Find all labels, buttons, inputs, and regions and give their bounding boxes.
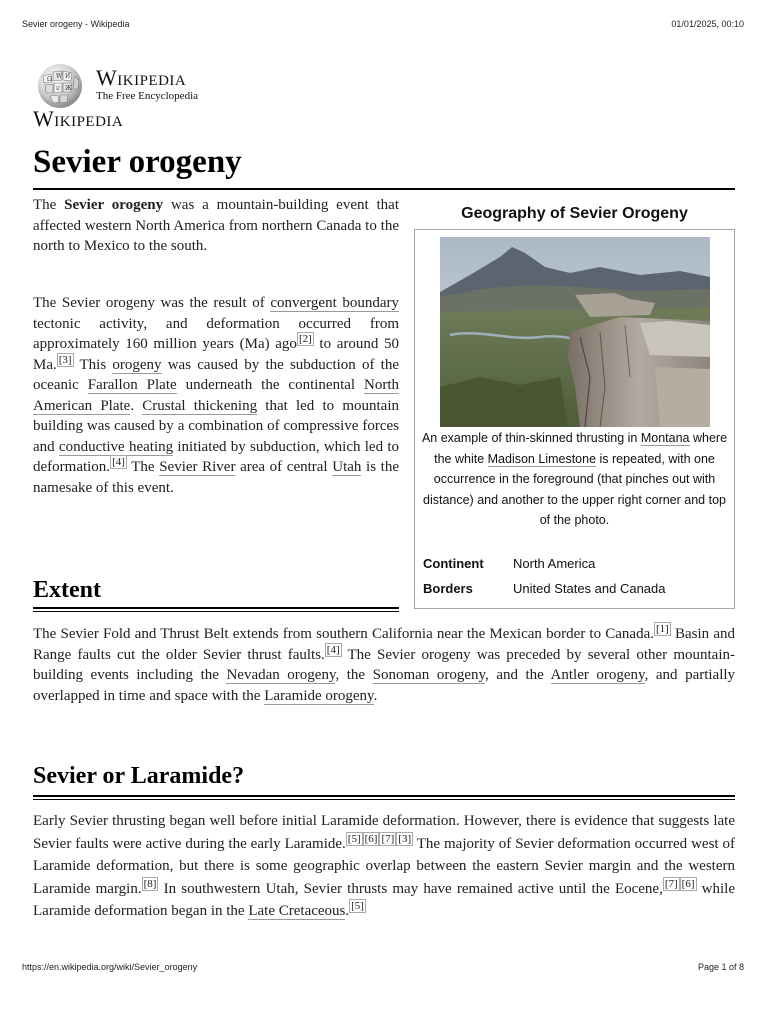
citation-6[interactable]: [6] <box>364 832 378 845</box>
extent-paragraph: The Sevier Fold and Thrust Belt extends from southern California near the Mexican border to Canada. [1] Basin and Range faults cut the older Sevier thrust faults. [4] The Sevier orogeny was preceded by several other mountain-building events including the Nevadan orogeny, the Sonoman orogeny, and the Antler orogeny, and partially overlapped in time and space with the Laramide orogeny. <box>33 623 736 704</box>
lead-paragraph-1: The Sevier orogeny was a mountain-building event that affected western North America from northern Canada to the north to Mexico to the south. <box>33 197 399 254</box>
print-footer-page: Page 1 of 8 <box>697 962 744 972</box>
link-antler-orogeny[interactable]: Antler orogeny <box>550 667 645 683</box>
citation-8[interactable]: [8] <box>143 877 157 890</box>
infobox-value: United States and Canada <box>513 581 666 596</box>
link-orogeny[interactable]: orogeny <box>112 356 162 373</box>
link-farallon-plate[interactable]: Farallon Plate <box>87 377 177 393</box>
link-madison-limestone[interactable]: Madison Limestone <box>487 451 597 466</box>
infobox <box>414 229 735 609</box>
svg-text:И: И <box>65 73 71 80</box>
svg-text:W: W <box>56 73 63 80</box>
print-footer-url: https://en.wikipedia.org/wiki/Sevier_orogeny <box>22 962 198 972</box>
wikipedia-globe-icon <box>33 62 87 110</box>
citation-2[interactable]: [2] <box>298 333 312 345</box>
infobox-title: Geography of Sevier Orogeny <box>461 205 688 222</box>
svg-text:Ω: Ω <box>47 76 52 83</box>
infobox-label: Borders <box>423 581 473 596</box>
section-divider <box>33 607 399 609</box>
link-utah[interactable]: Utah <box>332 459 362 475</box>
infobox-row-continent <box>423 556 728 576</box>
link-late-cretaceous[interactable]: Late Cretaceous <box>248 903 346 919</box>
citation-1[interactable]: [1] <box>655 623 669 635</box>
wikipedia-wordmark: Wikipedia <box>96 65 187 90</box>
svg-text:ש: ש <box>56 85 61 92</box>
svg-text:Ж: Ж <box>65 85 72 92</box>
print-footer <box>22 962 744 976</box>
section-heading-sevier-or-laramide: Sevier or Laramide? <box>33 763 245 789</box>
section-divider <box>33 799 735 800</box>
citation-4[interactable]: [4] <box>326 643 340 656</box>
citation-3[interactable]: [3] <box>58 353 72 366</box>
lead-bold-term: Sevier orogeny <box>64 197 164 213</box>
citation-7[interactable]: [7] <box>381 832 395 845</box>
laramide-paragraph: Early Sevier thrusting began well before initial Laramide deformation. However, there is evidence that suggests late Sevier faults were active during the early Laramide. [5] [6] [7] [3] The majority of Sevier deformation occurred west of Laramide deformation, but there is some geographic overlap between the eastern Sevier margin and the western Laramide margin. [8] In southwestern Utah, Sevier thrusts may have remained active until the Eocene, [7] [6] while Laramide deformation began in the Late Cretaceous. [5] <box>33 813 736 919</box>
citation-5[interactable]: [5] <box>351 900 364 912</box>
title-divider <box>33 188 735 190</box>
link-laramide-orogeny[interactable]: Laramide orogeny <box>264 687 374 704</box>
wikipedia-tagline: The Free Encyclopedia <box>96 90 199 102</box>
print-header-datetime: 01/01/2025, 00:10 <box>671 19 744 29</box>
section-divider <box>33 795 735 797</box>
link-nevadan-orogeny[interactable]: Nevadan orogeny <box>226 667 336 683</box>
link-conductive-heating[interactable]: conductive heating <box>58 438 174 455</box>
infobox-label: Continent <box>423 556 484 571</box>
citation-7[interactable]: [7] <box>664 877 678 890</box>
citation-5[interactable]: [5] <box>347 832 361 845</box>
lead-paragraph-2: The Sevier orogeny was the result of convergent boundary tectonic activity, and deformation occurred from approximately 160 million years (Ma) ago [2] to around 50 Ma. [3] This orogeny was caused by the subduction of the oceanic Farallon Plate underneath the continental North American Plate. Crustal thickening that led to mountain building was caused by a combination of compressive forces and conductive heating initiated by subduction, which led to deformation. [4] The Sevier River area of central Utah is the namesake of this event. <box>33 295 399 496</box>
print-header <box>22 19 744 33</box>
print-header-title: Sevier orogeny - Wikipedia <box>22 19 130 29</box>
citation-4[interactable]: [4] <box>112 456 125 468</box>
infobox-row-borders <box>423 581 728 601</box>
section-heading-extent: Extent <box>33 577 101 603</box>
citation-6[interactable]: [6] <box>681 877 695 890</box>
citation-3[interactable]: [3] <box>398 832 412 845</box>
page-title: Sevier orogeny <box>33 144 242 180</box>
link-crustal-thickening[interactable]: Crustal thickening <box>142 397 258 414</box>
infobox-value: North America <box>513 556 596 571</box>
infobox-caption: An example of thin-skinned thrusting in Montana where the white Madison Limestone is repeated, with one occurrence in the foreground (that pinches out with distance) and another to the upper right corner and top of the photo. <box>421 431 728 527</box>
link-montana[interactable]: Montana <box>640 431 690 445</box>
wikipedia-wordmark-secondary: Wikipedia <box>33 106 124 131</box>
section-divider <box>33 611 399 612</box>
infobox-photo[interactable] <box>440 237 710 427</box>
link-convergent-boundary[interactable]: convergent boundary <box>270 295 399 311</box>
link-sonoman-orogeny[interactable]: Sonoman orogeny <box>372 667 486 683</box>
link-sevier-river[interactable]: Sevier River <box>159 459 236 475</box>
link-north-american-plate[interactable]: North American Plate <box>33 377 399 414</box>
